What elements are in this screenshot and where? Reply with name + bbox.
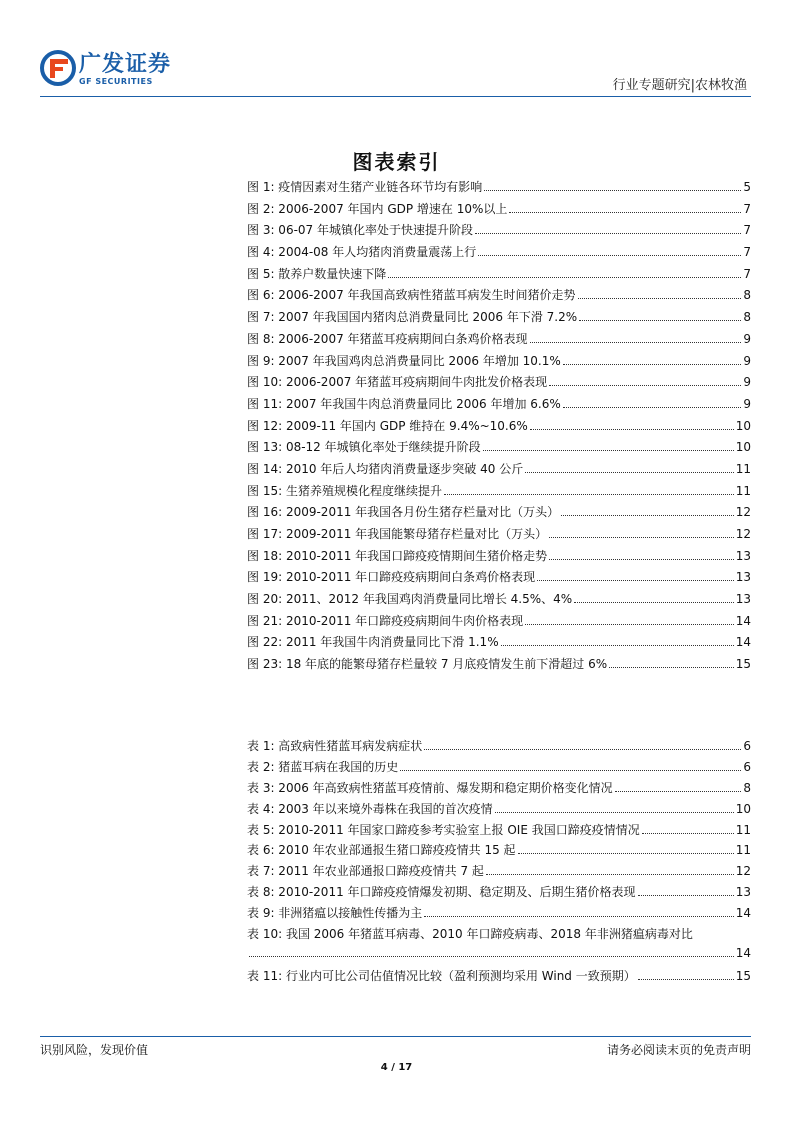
figure-title: 图 23: 18 年底的能繁母猪存栏量较 7 月底疫情发生前下滑超过 6%	[247, 657, 608, 672]
figure-title: 图 20: 2011、2012 年我国鸡肉消费量同比增长 4.5%、4%	[247, 592, 573, 607]
figure-title: 图 19: 2010-2011 年口蹄疫疫病期间白条鸡价格表现	[247, 570, 536, 585]
table-entry[interactable]	[247, 779, 751, 800]
leader-dots	[549, 537, 734, 538]
table-page: 10	[735, 801, 751, 816]
figure-entry[interactable]	[247, 417, 751, 439]
table-title: 表 10: 我国 2006 年猪蓝耳病毒、2010 年口蹄疫病毒、2018 年非洲猪瘟病毒对比	[247, 927, 693, 942]
leader-dots	[609, 667, 734, 668]
table-page: 6	[743, 759, 751, 774]
figure-page: 8	[743, 310, 751, 325]
figure-title: 图 2: 2006-2007 年国内 GDP 增速在 10%以上	[247, 201, 508, 216]
table-entry[interactable]	[247, 862, 751, 883]
figure-entry[interactable]	[247, 178, 751, 200]
table-entry[interactable]	[247, 800, 751, 821]
figure-entry[interactable]	[247, 482, 751, 504]
table-entry-continuation	[247, 946, 751, 967]
figure-entry[interactable]	[247, 612, 751, 634]
leader-dots	[388, 277, 741, 278]
figure-page: 11	[735, 483, 751, 498]
figure-entry[interactable]	[247, 655, 751, 677]
leader-dots	[563, 364, 742, 365]
leader-dots	[444, 494, 734, 495]
leader-dots	[475, 233, 741, 234]
leader-dots	[400, 770, 741, 771]
figure-page: 7	[743, 201, 751, 216]
report-category: 行业专题研究|农林牧渔	[612, 78, 747, 93]
figure-page: 9	[743, 396, 751, 411]
figure-page: 13	[735, 570, 751, 585]
leader-dots	[525, 472, 734, 473]
figure-title: 图 22: 2011 年我国牛肉消费量同比下滑 1.1%	[247, 635, 499, 650]
leader-dots	[615, 791, 742, 792]
table-page: 12	[735, 864, 751, 879]
table-entry[interactable]	[247, 841, 751, 862]
page-header	[0, 0, 793, 100]
figure-title: 图 11: 2007 年我国牛肉总消费量同比 2006 年增加 6.6%	[247, 396, 561, 411]
page-title: 图表索引	[352, 150, 441, 174]
table-page: 14	[735, 906, 751, 921]
figure-entry[interactable]	[247, 243, 751, 265]
figure-title: 图 15: 生猪养殖规模化程度继续提升	[247, 483, 442, 498]
table-entry[interactable]	[247, 821, 751, 842]
table-entry[interactable]	[247, 967, 751, 988]
gf-logo-icon	[40, 50, 76, 86]
leader-dots	[549, 385, 741, 386]
table-title: 表 6: 2010 年农业部通报生猪口蹄疫疫情共 15 起	[247, 843, 516, 858]
figure-title: 图 5: 散养户数量快速下降	[247, 266, 387, 281]
leader-dots	[483, 450, 734, 451]
figure-entry[interactable]	[247, 221, 751, 243]
figure-page: 5	[743, 180, 751, 194]
table-entry[interactable]	[247, 904, 751, 925]
leader-dots	[574, 602, 734, 603]
figure-page: 13	[735, 592, 751, 607]
figure-title: 图 4: 2004-08 年人均猪肉消费量震荡上行	[247, 245, 477, 260]
leader-dots	[579, 320, 741, 321]
figure-title: 图 10: 2006-2007 年猪蓝耳疫病期间牛肉批发价格表现	[247, 375, 548, 390]
leader-dots	[563, 407, 742, 408]
figure-page: 8	[743, 288, 751, 303]
figure-title: 图 3: 06-07 年城镇化率处于快速提升阶段	[247, 223, 473, 238]
leader-dots	[638, 895, 734, 896]
figure-title: 图 8: 2006-2007 年猪蓝耳疫病期间白条鸡价格表现	[247, 331, 528, 346]
table-page: 8	[743, 780, 751, 795]
figure-index	[247, 178, 751, 677]
table-index	[247, 737, 751, 988]
figure-page: 12	[735, 527, 751, 541]
figure-title: 图 18: 2010-2011 年我国口蹄疫疫情期间生猪价格走势	[247, 548, 548, 563]
leader-dots	[561, 515, 734, 516]
footer-divider	[40, 1036, 751, 1037]
figure-entry[interactable]	[247, 525, 751, 547]
figure-page: 14	[735, 613, 751, 628]
figure-title: 图 1: 疫情因素对生猪产业链各环节均有影响	[247, 180, 483, 194]
table-page: 13	[735, 885, 751, 900]
table-page: 11	[735, 822, 751, 837]
figure-entry[interactable]	[247, 286, 751, 308]
table-title: 表 3: 2006 年高致病性猪蓝耳疫情前、爆发期和稳定期价格变化情况	[247, 780, 613, 795]
figure-entry[interactable]	[247, 373, 751, 395]
figure-title: 图 14: 2010 年后人均猪肉消费量逐步突破 40 公斤	[247, 461, 524, 476]
header-divider	[40, 96, 751, 97]
table-title: 表 11: 行业内可比公司估值情况比较（盈利预测均采用 Wind 一致预期）	[247, 968, 636, 983]
leader-dots	[478, 255, 741, 256]
table-title: 表 4: 2003 年以来境外毒株在我国的首次疫情	[247, 801, 493, 816]
leader-dots	[518, 853, 734, 854]
logo-text-cn: 广发证券	[79, 52, 172, 77]
figure-entry[interactable]	[247, 590, 751, 612]
figure-page: 10	[735, 418, 751, 433]
leader-dots	[509, 212, 741, 213]
table-title: 表 9: 非洲猪瘟以接触性传播为主	[247, 906, 423, 921]
figure-page: 14	[735, 635, 751, 650]
figure-title: 图 16: 2009-2011 年我国各月份生猪存栏量对比（万头）	[247, 505, 560, 520]
table-entry[interactable]	[247, 737, 751, 758]
figure-page: 13	[735, 548, 751, 563]
table-page: 14	[735, 945, 751, 960]
figure-page: 9	[743, 331, 751, 346]
table-title: 表 7: 2011 年农业部通报口蹄疫疫情共 7 起	[247, 864, 484, 879]
leader-dots	[424, 916, 733, 917]
figure-page: 7	[743, 245, 751, 260]
figure-title: 图 6: 2006-2007 年我国高致病性猪蓝耳病发生时间猪价走势	[247, 288, 576, 303]
figure-title: 图 9: 2007 年我国鸡肉总消费量同比 2006 年增加 10.1%	[247, 353, 561, 368]
figure-entry[interactable]	[247, 633, 751, 655]
table-title: 表 8: 2010-2011 年口蹄疫疫情爆发初期、稳定期及、后期生猪价格表现	[247, 885, 636, 900]
table-page: 15	[735, 968, 751, 983]
leader-dots	[424, 749, 741, 750]
figure-entry[interactable]	[247, 547, 751, 569]
figure-title: 图 12: 2009-11 年国内 GDP 维持在 9.4%~10.6%	[247, 418, 528, 433]
logo-text-en: GF SECURITIES	[79, 77, 153, 86]
leader-dots	[486, 874, 734, 875]
leader-dots	[495, 812, 734, 813]
figure-entry[interactable]	[247, 438, 751, 460]
figure-title: 图 21: 2010-2011 年口蹄疫疫病期间牛肉价格表现	[247, 613, 524, 628]
figure-entry[interactable]	[247, 265, 751, 287]
figure-page: 7	[743, 266, 751, 281]
leader-dots	[249, 956, 734, 957]
leader-dots	[525, 624, 734, 625]
leader-dots	[484, 190, 741, 191]
table-title: 表 5: 2010-2011 年国家口蹄疫参考实验室上报 OIE 我国口蹄疫疫情情况	[247, 822, 640, 837]
leader-dots	[578, 298, 742, 299]
figure-title: 图 13: 08-12 年城镇化率处于继续提升阶段	[247, 440, 481, 455]
figure-title: 图 17: 2009-2011 年我国能繁母猪存栏量对比（万头）	[247, 527, 548, 541]
table-entry[interactable]	[247, 758, 751, 779]
leader-dots	[530, 342, 742, 343]
figure-entry[interactable]	[247, 330, 751, 352]
figure-page: 7	[743, 223, 751, 238]
table-title: 表 1: 高致病性猪蓝耳病发病症状	[247, 739, 423, 753]
figure-entry[interactable]	[247, 568, 751, 590]
figure-page: 12	[735, 505, 751, 520]
table-page: 6	[743, 739, 751, 753]
figure-entry[interactable]	[247, 352, 751, 374]
table-title: 表 2: 猪蓝耳病在我国的历史	[247, 759, 399, 774]
figure-entry[interactable]	[247, 503, 751, 525]
leader-dots	[638, 979, 734, 980]
figure-page: 11	[735, 461, 751, 476]
leader-dots	[642, 833, 734, 834]
leader-dots	[501, 645, 734, 646]
leader-dots	[549, 559, 734, 560]
figure-entry[interactable]	[247, 395, 751, 417]
leader-dots	[530, 429, 734, 430]
company-logo	[40, 50, 180, 96]
leader-dots	[537, 580, 734, 581]
figure-title: 图 7: 2007 年我国国内猪肉总消费量同比 2006 年下滑 7.2%	[247, 310, 578, 325]
figure-page: 9	[743, 353, 751, 368]
figure-page: 9	[743, 375, 751, 390]
figure-entry[interactable]	[247, 200, 751, 222]
footer-slogan: 识别风险，发现价值	[40, 1043, 149, 1057]
table-entry[interactable]	[247, 883, 751, 904]
figure-page: 10	[735, 440, 751, 455]
footer-disclaimer: 请务必阅读末页的免责声明	[606, 1043, 751, 1057]
figure-page: 15	[735, 657, 751, 672]
table-entry[interactable]	[247, 925, 751, 967]
page-number: 4 / 17	[380, 1062, 413, 1073]
table-page: 11	[735, 843, 751, 858]
figure-entry[interactable]	[247, 460, 751, 482]
figure-entry[interactable]	[247, 308, 751, 330]
